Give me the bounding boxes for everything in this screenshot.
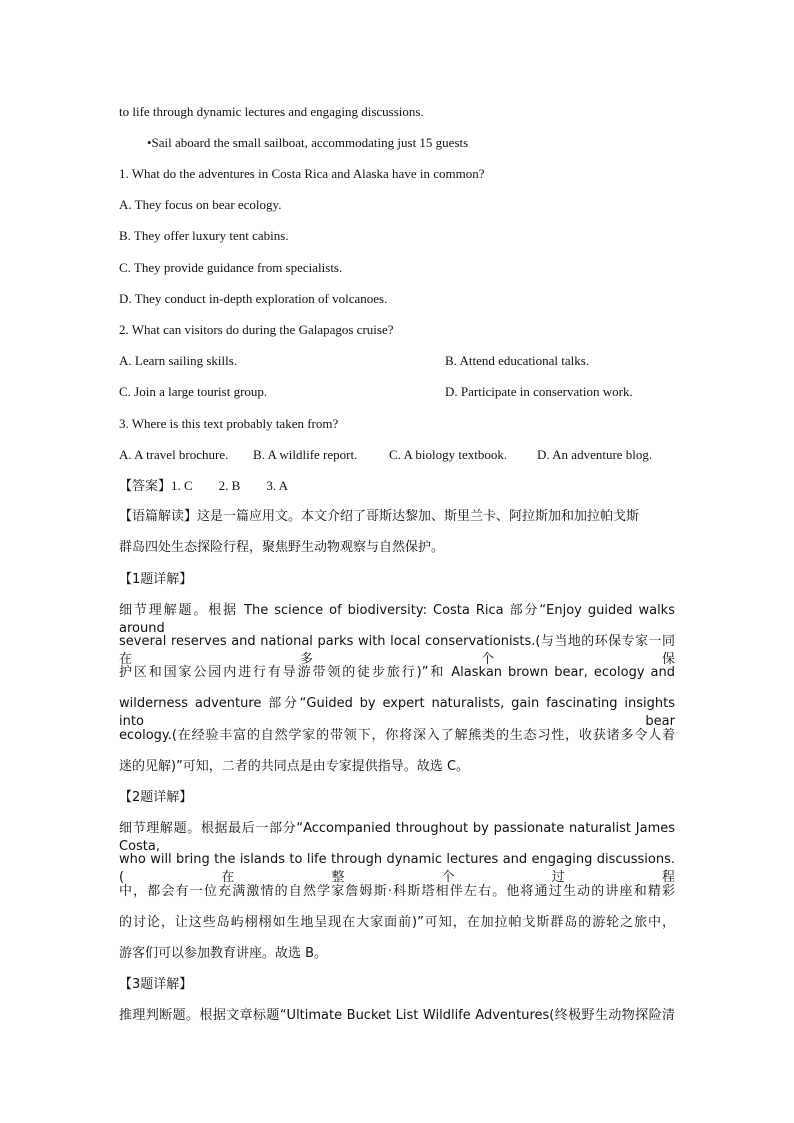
detail-2-line: 游客们可以参加教育讲座。故选 B。: [119, 946, 328, 961]
answer-values: 1. C 2. B 3. A: [171, 478, 289, 493]
detail-3-line: 推理判断题。根据文章标题“Ultimate Bucket List Wildlife Adventures(终极野生动物探险清: [119, 1008, 675, 1023]
question-2-option-b: B. Attend educational talks.: [445, 353, 590, 368]
question-1-option-a: A. They focus on bear ecology.: [119, 197, 282, 212]
question-3-option-c: C. A biology textbook.: [389, 447, 508, 462]
question-3-stem: 3. Where is this text probably taken from?: [119, 416, 339, 431]
summary-line-2: 群岛四处生态探险行程，聚焦野生动物观察与自然保护。: [119, 540, 445, 555]
question-2-option-d: D. Participate in conservation work.: [445, 384, 633, 399]
detail-2-line: 的讨论，让这些岛屿栩栩如生地呈现在大家面前)”可知，在加拉帕戈斯群岛的游轮之旅中，: [119, 915, 675, 930]
detail-3-heading: 【3题详解】: [119, 977, 193, 992]
detail-1-line: 护区和国家公园内进行有导游带领的徒步旅行)”和 Alaskan brown bear, ecology and: [119, 665, 675, 680]
question-2-stem: 2. What can visitors do during the Galapagos cruise?: [119, 322, 394, 337]
detail-1-line: wilderness adventure 部分“Guided by expert naturalists, gain fascinating insights into bear: [119, 696, 675, 729]
question-1-option-c: C. They provide guidance from specialists.: [119, 260, 343, 275]
question-2-option-a: A. Learn sailing skills.: [119, 353, 238, 368]
question-1-option-b: B. They offer luxury tent cabins.: [119, 228, 289, 243]
detail-1-line: 迷的见解)”可知，二者的共同点是由专家提供指导。故选 C。: [119, 759, 470, 774]
detail-2-heading: 【2题详解】: [119, 790, 193, 805]
summary-line-1: [119, 508, 639, 526]
summary-label: 【语篇解读】: [119, 509, 198, 524]
question-3-option-b: B. A wildlife report.: [253, 447, 358, 462]
detail-1-line: ecology.(在经验丰富的自然学家的带领下，你将深入了解熊类的生态习性，收获诸多令人着: [119, 728, 675, 743]
summary-text-1: 这是一篇应用文。本文介绍了哥斯达黎加、斯里兰卡、阿拉斯加和加拉帕戈斯: [197, 509, 640, 524]
question-1-option-d: D. They conduct in-depth exploration of volcanoes.: [119, 291, 388, 306]
detail-2-line: who will bring the islands to life through dynamic lectures and engaging discussions.(在整个过程: [119, 852, 675, 885]
answer-label: 【答案】: [119, 479, 172, 494]
question-3-option-d: D. An adventure blog.: [537, 447, 653, 462]
answer-line: [119, 477, 288, 496]
question-3-option-a: A. A travel brochure.: [119, 447, 229, 462]
detail-2-line: 细节理解题。根据最后一部分“Accompanied throughout by passionate naturalist James Costa,: [119, 821, 675, 854]
passage-bullet: •Sail aboard the small sailboat, accommodating just 15 guests: [147, 135, 469, 150]
passage-line: to life through dynamic lectures and engaging discussions.: [119, 104, 424, 119]
detail-1-line: 细节理解题。根据 The science of biodiversity: Costa Rica 部分“Enjoy guided walks around: [119, 603, 675, 636]
question-1-stem: 1. What do the adventures in Costa Rica and Alaska have in common?: [119, 166, 485, 181]
detail-2-line: 中，都会有一位充满激情的自然学家詹姆斯·科斯塔相伴左右。他将通过生动的讲座和精彩: [119, 884, 675, 899]
question-2-option-c: C. Join a large tourist group.: [119, 384, 268, 399]
detail-1-line: several reserves and national parks with local conservationists.(与当地的环保专家一同在多个保: [119, 634, 675, 667]
detail-1-heading: 【1题详解】: [119, 572, 193, 587]
